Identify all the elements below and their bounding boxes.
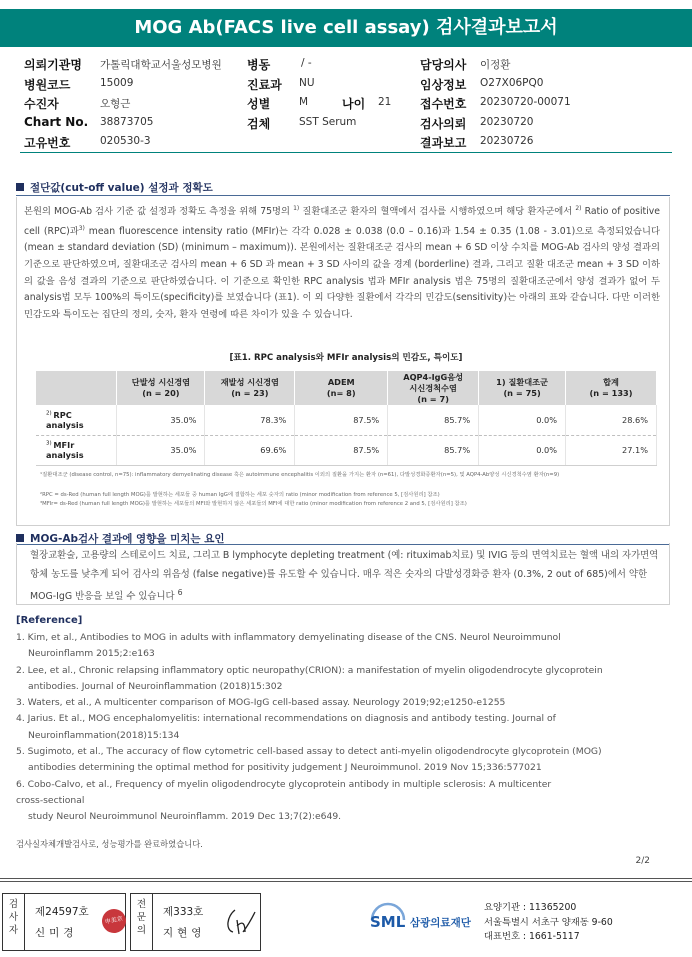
reference-item: cross-sectional [16,794,85,806]
table-cell: 87.5% [295,405,388,435]
ward-value: / - [301,57,312,69]
square-bullet-icon [16,183,24,191]
requester-label: 의뢰기관명 [24,58,82,72]
reference-item: 1. Kim, et al., Antibodies to MOG in adults with inflammatory demyelinating disease of the CNS. Neurol Neuroimmunol [16,632,561,643]
sex-value: M [299,96,309,108]
lab-phone: 대표번호 : 1661-5117 [484,931,580,943]
table-footnote-1: ¹질환대조군 (disease control, n=75): inflammatory demyelinating disease 혹은 autoimmune encephalitis 이외의 질환을 가지는 환자 (n=61), 다발성경화증환자(n=5), 및 AQP4-Ab양성 시신경척수염 환자(n=9) [40,472,560,478]
hospcode-value: 15009 [100,76,134,89]
lab-code: 요양기관 : 11365200 [484,902,577,913]
row-label: $^{2)}$ RPC analysis [36,405,117,435]
section2-heading-text: MOG-Ab검사 결과에 영향을 미치는 요인 [30,533,225,545]
table-cell: 35.0% [117,435,205,465]
age-value: 21 [378,96,392,108]
lab-info [484,901,613,945]
specialist-signature-icon [223,906,257,938]
table-cell: 85.7% [388,405,479,435]
table-row [36,405,657,435]
table-cell: 0.0% [479,435,566,465]
table-cell: 27.1% [566,435,657,465]
reference-item: 3. Waters, et al., A multicenter comparison of MOG-IgG cell-based assay. Neurology 2019;92;e1250-e1255 [16,697,506,709]
table-header-cell [36,371,117,405]
uid-label: 고유번호 [24,136,71,150]
table-cell: 85.7% [388,435,479,465]
examiner-signature-box [2,893,126,951]
dept-value: NU [299,76,315,89]
reportdate-label: 결과보고 [420,136,467,150]
table-header-cell: AQP4-IgG음성 시신경척수염 (n = 7) [388,371,479,405]
reference-list [16,630,676,826]
section1-heading-text: 절단값(cut-off value) 설정과 정확도 [30,182,213,194]
reference-item: 4. Jarius. Et al., MOG encephalomyelitis: international recommendations on diagnosis and antibody testing. Journal of [16,713,556,725]
section1-rule [16,195,670,196]
age-label: 나이 [342,97,366,111]
patient-value: 오형근 [100,98,131,110]
table-header-cell: 합계 (n = 133) [566,371,657,405]
specialist-name: 지현영 [163,927,206,939]
chart-label: Chart No. [24,114,89,129]
sml-logo-icon [368,900,478,940]
specimen-value: SST Serum [299,115,357,128]
section2-paragraph: 혈장교환술, 고용량의 스테로이드 치료, 그리고 B lymphocyte depleting treatment (예: rituximab치료) 및 IVIG 등의 면역치료는 혈액 내의 자가면역 항체 농도를 낮추게 되어 검사의 위음성 (false negative)를 유도할 수 있습니다. 매우 적은 숫자의 다발성경화증 환자 (0.3%, 2 out of 685)에서 약한 MOG-IgG 반응을 보일 수 있습니다 $^6$ [30,550,659,603]
patient-label: 수진자 [24,97,59,111]
reference-item: 2. Lee, et al., Chronic relapsing inflammatory optic neuropathy(CRION): a manifestation of myelin oligodendrocyte glycoprotein [16,664,603,676]
report-title: MOG Ab(FACS live cell assay) 검사결과보고서 [0,9,692,47]
reference-item: antibodies determining the optimal method for positivity judgement J Neuroimmunol. 2019 Nov 15;336:577021 [28,762,542,774]
examiner-vertical-label: 검 사 자 [3,894,25,950]
examiner-seal: 申美京 [100,907,128,935]
table-cell: 0.0% [479,405,566,435]
square-bullet-icon [16,534,24,542]
table-cell: 69.6% [205,435,295,465]
examiner-name: 신미경 [35,927,78,939]
table-header-cell: 단발성 시신경염 (n = 20) [117,371,205,405]
reference-item: Neuroinflamm 2015;2:e163 [28,648,155,660]
table-footnote-2: ²RPC = ds-Red (human full length MOG)를 발현하는 세포들 중 human IgG에 결합하는 세포 숫자의 ratio (minor modification from reference 5, [검사원리] 참조) [40,492,440,498]
doctor-value: 이정환 [480,59,511,71]
info-divider [20,152,672,153]
table-cell: 87.5% [295,435,388,465]
table-header-cell: 재발성 시신경염 (n = 23) [205,371,295,405]
reference-item: 5. Sugimoto, et al., The accuracy of flow cytometric cell-based assay to detect anti-myelin oligodendrocyte glycoprotein (MOG) [16,746,602,758]
uid-value: 020530-3 [100,135,151,147]
reference-heading: [Reference] [16,615,83,626]
table-row [36,435,657,465]
hospcode-label: 병원코드 [24,77,71,92]
sex-label: 성별 [247,97,271,111]
reference-item: antibodies. Journal of Neuroinflammation (2018)15:302 [28,680,283,692]
ward-label: 병동 [247,58,271,72]
row-label: $^{3)}$ MFIr analysis [36,435,117,465]
dept-label: 진료과 [247,77,282,92]
table-caption: [표1. RPC analysis와 MFIr analysis의 민감도, 특이도] [229,353,463,363]
table-cell: 28.6% [566,405,657,435]
receipt-label: 접수번호 [420,97,467,111]
lab-name: 삼광의료재단 [410,917,471,929]
sensitivity-table [36,371,657,466]
table-footnote-3: ³MFIr= ds-Red (human full length MOG)를 발현하는 세포들의 MFI와 발현하지 않은 세포들의 MFI에 대한 ratio (minor modification from reference 2 and 5, [검사원리] 참조) [40,501,467,507]
lab-address: 서울특별시 서초구 양재동 9-60 [484,916,613,928]
reference-item: 6. Cobo-Calvo, et al., Frequency of myelin oligodendrocyte glycoprotein antibody in multiple sclerosis: A multicenter [16,778,552,790]
reference-item: Neuroinflammation(2018)15:134 [28,729,180,741]
reference-item: study Neurol Neuroimmunol Neuroinflamm. 2019 Dec 13;7(2):e649. [28,811,342,823]
table-cell: 78.3% [205,405,295,435]
specimen-label: 검체 [247,116,271,131]
section1-heading [16,180,213,195]
sml-logo [368,900,478,940]
table-header-cell: ADEM (n= 8) [295,371,388,405]
page-number: 2/2 [635,856,650,866]
specialist-license: 제333호 [163,906,204,918]
requestdate-label: 검사의뢰 [420,116,467,131]
chart-value: 38873705 [100,115,154,128]
table-cell: 35.0% [117,405,205,435]
patient-info-block [24,56,674,154]
specialist-signature-box [130,893,261,951]
requestdate-value: 20230720 [480,115,534,128]
receipt-value: 20230720-00071 [480,96,571,108]
clinical-label: 임상정보 [420,77,467,92]
doctor-label: 담당의사 [420,58,467,72]
footer-rule-2 [0,881,692,882]
requester-value: 가톨릭대학교서울성모병원 [100,59,222,71]
footer-rule [0,878,692,879]
validation-note: 검사실자체개발검사로, 성능평가를 완료하였습니다. [16,839,203,849]
section1-paragraph: 본원의 MOG-Ab 검사 기준 값 설정과 정확도 측정을 위해 75명의 $^{1)}$ 질환대조군 환자의 혈액에서 검사를 시행하였으며 해당 환자군에서 $^{2)}$ Ratio of positive cell (RPC)과$^{3)}$ mean fluorescence intensity ratio (MFIr)는 각각 0.028 ± 0.038 (0.0 – 0.16)과 1.54 ± 0.35 (1.08 - 3.01)으로 측정되었습니다 (mean ± standard deviation (SD) (minimum – maximum)). 본원에서는 질환대조군 검사의 mean + 6 SD 이상 수치를 MOG-Ab 검사의 양성 결과의 기준으로 판단하였으며, 질환대조군 검사의 mean + 6 SD 과 mean + 3 SD 사이의 값을 경계 (borderline) 결과, 그리고 질환 대조군 mean + 3 SD 이하의 값을 음성 결과의 기준으로 판단하였습니다. 이 기준으로 확인한 RPC analysis 법과 MFIr analysis 법은 75명의 질환대조군에서 양성 결과가 없어 두 analysis법 모두 100%의 특이도(specificity)를 보였습니다 (표1). 이 외 다양한 질환에서 각각의 민감도(sensitivity)는 아래의 표와 같습니다. 다만 이러한 민감도와 특이도는 집단의 정의, 숫자, 환자 연령에 따른 차이가 있을 수 있습니다. [24,205,661,320]
reportdate-value: 20230726 [480,135,534,147]
examiner-license: 제24597호 [35,906,89,918]
table-header-cell: 1) 질환대조군 (n = 75) [479,371,566,405]
specialist-vertical-label: 전 문 의 [131,894,153,950]
clinical-value: O27X06PQ0 [480,76,544,89]
logo-mark-text: SML [370,913,406,931]
